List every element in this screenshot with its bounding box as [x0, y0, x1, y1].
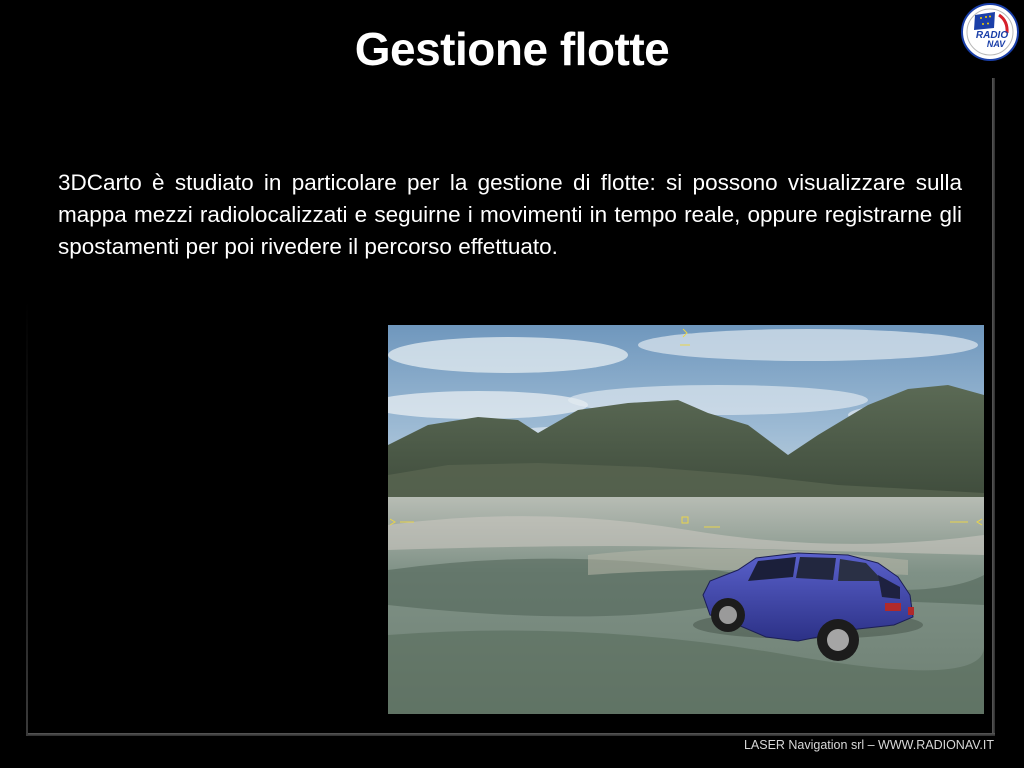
- slide-frame-left: [26, 300, 28, 736]
- slide-frame-right: [992, 78, 995, 736]
- slide-title: Gestione flotte: [354, 23, 670, 75]
- slide-body-text: 3DCarto è studiato in particolare per la gestione di flotte: si possono visualizzare sulla mappa mezzi radiolocalizzati e seguirne i movimenti in tempo reale, oppure registrarne gli spostamenti per poi rivedere il percorso effettuato.: [58, 170, 962, 259]
- logo-text-radio: RADIO: [975, 30, 1009, 41]
- 3d-terrain-scene-image: [388, 325, 984, 714]
- footer-text: LASER Navigation srl – WWW.RADIONAV.IT: [743, 738, 994, 752]
- flag-icon: [974, 12, 995, 30]
- radionav-logo: [961, 3, 1019, 61]
- slide-frame-bottom: [28, 733, 995, 736]
- logo-text-nav: NAV: [986, 39, 1006, 49]
